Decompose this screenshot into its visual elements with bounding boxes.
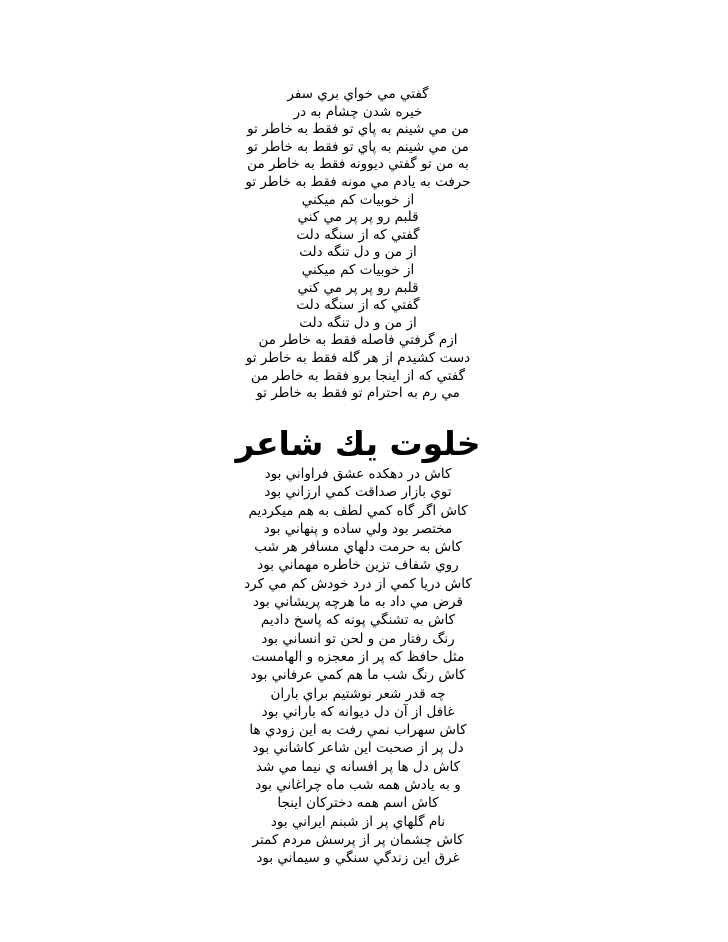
poem-line: رنگ رفتار من و لحن تو انساني بود (261, 630, 455, 647)
poem-line: گفتي كه از سنگه دلت (296, 297, 420, 314)
poem-line: از خوبيات كم ميكني (301, 261, 415, 278)
poem-line: گفتي كه از اينجا برو فقط به خاطر من (250, 367, 466, 384)
poem-line: كاش در دهكده عشق فراواني بود (264, 466, 452, 482)
poem-line: خيره شدن چشام به در (293, 103, 423, 120)
poem-line: و به يادش همه شب ماه چراغاني بود (255, 777, 461, 794)
poem-line: حرفت به يادم مي مونه فقط به خاطر تو (245, 173, 471, 190)
poem-line: كاش به حرمت دلهاي مسافر هر شب (254, 539, 462, 556)
poem-line: قلبم رو پر پر مي كني (297, 279, 419, 296)
poem-line: كاش اگر گاه كمي لطف به هم ميكرديم (248, 502, 468, 519)
poem-song-lyrics (230, 86, 486, 403)
poem-line: نام گلهاي پر از شبنم ايراني بود (270, 813, 446, 830)
poem-line: گفتي مي خواي بري سفر (287, 86, 429, 102)
poem-title: خلوت يك شاعر (235, 424, 481, 463)
poem-line: مي رم به احترام تو فقط به خاطر تو (256, 385, 460, 402)
poem-line: دست كشيدم از هر گله فقط به خاطر تو (245, 349, 471, 366)
poem-line: كاش چشمان پر از پرسش مردم كمتر (252, 831, 464, 848)
poem-line: غافل از آن دل ديوانه كه باراني بود (261, 703, 455, 720)
poem-line: كاش به تشنگي پونه كه پاسخ داديم (260, 612, 456, 629)
poem-line: كاش سهراب نمي رفت به اين زودي ها (249, 722, 467, 739)
poem-line: غرق اين زندگي سنگي و سيماني بود (256, 850, 460, 867)
poem-line: كاش دريا كمي از درد خودش كم مي كرد (244, 575, 472, 592)
poem-line: ازم گرفتي فاصله فقط به خاطر من (258, 332, 458, 349)
poem-line: قرض مي داد به ما هرچه پريشاني بود (253, 594, 463, 611)
poem-line: توي بازار صداقت كمي ارزاني بود (264, 484, 452, 501)
poem-line: گفتي كه از سنگه دلت (296, 226, 420, 243)
poem-line: كاش رنگ شب ما هم كمي عرفاني بود (250, 667, 466, 684)
poem-line: من مي شينم به پاي تو فقط به خاطر تو (247, 138, 469, 155)
poem-line: مختصر بود ولي ساده و پنهاني بود (263, 520, 453, 537)
poem-khalvat-yek-shaer (230, 465, 486, 868)
poem-line: چه قدر شعر نوشتيم براي باران (270, 685, 446, 702)
poem-line: من مي شينم به پاي تو فقط به خاطر تو (247, 121, 469, 138)
poem-line: به من تو گفتي ديوونه فقط به خاطر من (247, 156, 469, 173)
poem-line: كاش اسم همه دختركان اينجا (277, 795, 439, 812)
poem-line: كاش دل ها پر افسانه ي نيما مي شد (255, 758, 461, 775)
poem-line: از من و دل تنگه دلت (299, 244, 417, 261)
poem-line: مثل حافظ كه پر از معجزه و الهامست (251, 648, 465, 665)
poem-line: روي شفاف تزين خاطره مهماني بود (257, 557, 459, 574)
poem-line: از من و دل تنگه دلت (299, 314, 417, 331)
poem-line: دل پر از صحبت اين شاعر كاشاني بود (252, 740, 464, 757)
poem-line: قلبم رو پر پر مي كني (297, 209, 419, 226)
poem-line: از خوبيات كم ميكني (301, 191, 415, 208)
